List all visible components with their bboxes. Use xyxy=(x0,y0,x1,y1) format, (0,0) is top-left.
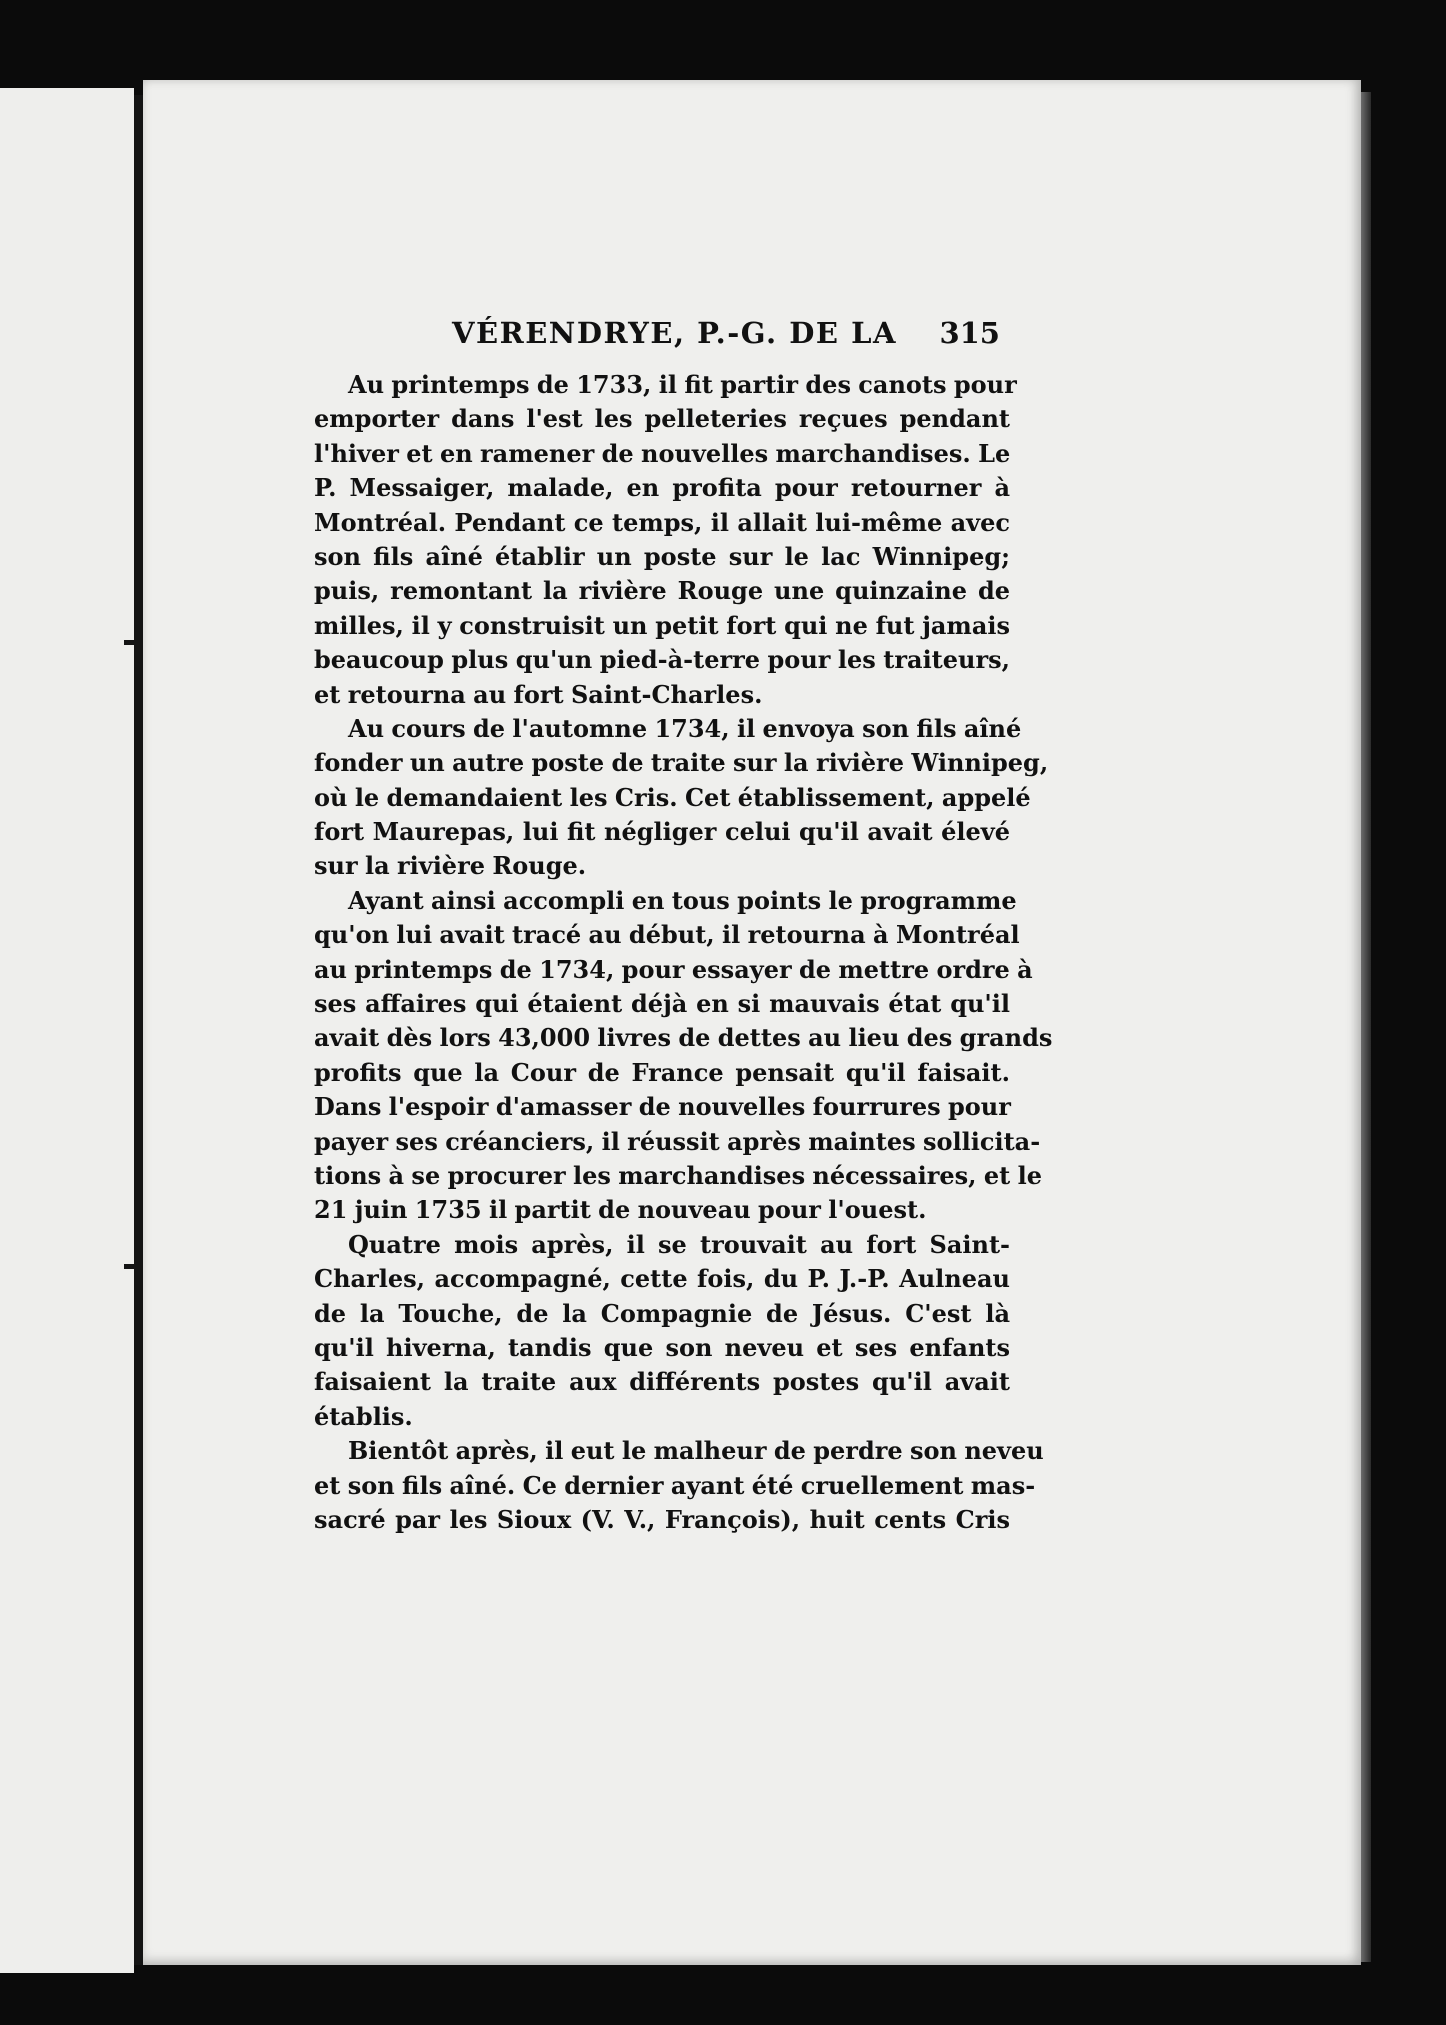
paragraph xyxy=(314,884,1053,1228)
text-line: fonder un autre poste de traite sur la rivière Winnipeg, xyxy=(314,748,1049,778)
text-line: puis, remontant la rivière Rouge une quinzaine de xyxy=(314,576,1010,606)
text-line: profits que la Cour de France pensait qu'il faisait. xyxy=(314,1057,1010,1087)
text-line: qu'on lui avait tracé au début, il retourna à Montréal xyxy=(314,920,1020,950)
page-number: 315 xyxy=(939,316,1000,350)
text-line: emporter dans l'est les pelleteries reçues pendant xyxy=(314,404,1010,434)
text-line: 21 juin 1735 il partit de nouveau pour l'ouest. xyxy=(314,1195,927,1225)
paragraph xyxy=(314,1434,1044,1537)
text-line: au printemps de 1734, pour essayer de mettre ordre à xyxy=(314,954,1033,984)
text-line: où le demandaient les Cris. Cet établissement, appelé xyxy=(314,782,1031,812)
text-line: son fils aîné établir un poste sur le lac Winnipeg; xyxy=(314,541,1010,571)
text-line: P. Messaiger, malade, en profita pour retourner à xyxy=(314,473,1010,503)
text-line: Bientôt après, il eut le malheur de perdre son neveu xyxy=(348,1436,1044,1466)
text-line: et son fils aîné. Ce dernier ayant été cruellement mas- xyxy=(314,1470,1036,1500)
paragraph xyxy=(314,712,1049,884)
text-line: milles, il y construisit un petit fort qui ne fut jamais xyxy=(314,610,1010,640)
page-header xyxy=(452,316,1000,356)
text-line: établis. xyxy=(314,1401,413,1431)
text-line: sacré par les Sioux (V. V., François), huit cents Cris xyxy=(314,1504,1010,1534)
text-line: et retourna au fort Saint-Charles. xyxy=(314,679,763,709)
text-line: Charles, accompagné, cette fois, du P. J.-P. Aulneau xyxy=(314,1264,1010,1294)
text-line: Quatre mois après, il se trouvait au fort Saint- xyxy=(348,1229,1010,1259)
text-line: tions à se procurer les marchandises nécessaires, et le xyxy=(314,1160,1042,1190)
spine-mark xyxy=(124,1264,138,1269)
text-line: Dans l'espoir d'amasser de nouvelles fourrures pour xyxy=(314,1092,1011,1122)
text-line: payer ses créanciers, il réussit après maintes sollicita- xyxy=(314,1126,1041,1156)
text-line: de la Touche, de la Compagnie de Jésus. C'est là xyxy=(314,1298,1010,1328)
text-line: faisaient la traite aux différents postes qu'il avait xyxy=(314,1367,1010,1397)
text-line: Au printemps de 1733, il fit partir des canots pour xyxy=(348,370,1017,399)
text-line: l'hiver et en ramener de nouvelles marchandises. Le xyxy=(314,438,1011,468)
book-spine xyxy=(134,95,143,1965)
facing-page-edge xyxy=(0,88,134,1973)
page-edge-shadow xyxy=(1361,92,1371,1962)
body-text xyxy=(314,368,1053,1537)
text-line: qu'il hiverna, tandis que son neveu et ses enfants xyxy=(314,1332,1010,1362)
running-title: VÉRENDRYE, P.-G. DE LA xyxy=(452,316,897,350)
text-line: avait dès lors 43,000 livres de dettes au lieu des grands xyxy=(314,1023,1053,1053)
text-line: Ayant ainsi accompli en tous points le programme xyxy=(348,885,1017,915)
text-line: Au cours de l'automne 1734, il envoya son fils aîné xyxy=(348,713,1022,743)
text-line: sur la rivière Rouge. xyxy=(314,851,587,881)
text-line: Montréal. Pendant ce temps, il allait lui-même avec xyxy=(314,507,1010,537)
paragraph xyxy=(314,368,1017,712)
text-line: fort Maurepas, lui fit négliger celui qu'il avait élevé xyxy=(314,817,1010,847)
spine-mark xyxy=(124,640,138,645)
paragraph xyxy=(314,1228,1010,1434)
text-line: ses affaires qui étaient déjà en si mauvais état qu'il xyxy=(314,989,1010,1019)
text-line: beaucoup plus qu'un pied-à-terre pour les traiteurs, xyxy=(314,645,1010,675)
